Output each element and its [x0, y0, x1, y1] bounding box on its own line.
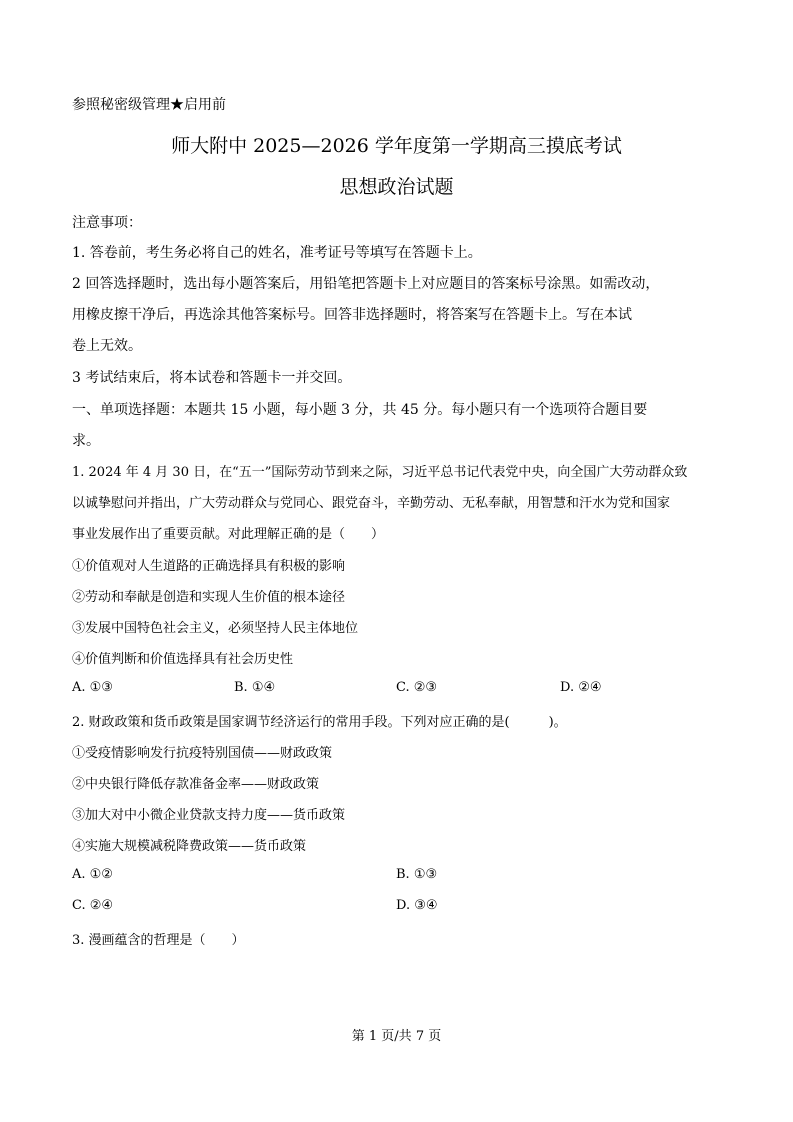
- q1-statement-2: ②劳动和奉献是创造和实现人生价值的根本途径: [72, 590, 346, 605]
- exam-subtitle: 思想政治试题: [339, 176, 454, 198]
- exam-title: 师大附中 2025—2026 学年度第一学期高三摸底考试: [171, 135, 622, 157]
- q1-statement-3: ③发展中国特色社会主义，必须坚持人民主体地位: [72, 621, 359, 636]
- q2-stem: 2. 财政政策和货币政策是国家调节经济运行的常用手段。下列对应正确的是( )。: [72, 715, 567, 730]
- page-number: 第 1 页/共 7 页: [351, 1029, 442, 1044]
- section-heading-line-2: 求。: [72, 433, 100, 449]
- section-heading-line-1: 一、单项选择题：本题共 15 小题，每小题 3 分，共 45 分。每小题只有一个选项符合题目要: [72, 402, 648, 418]
- notice-item-2-line-2: 用橡皮擦干净后，再选涂其他答案标号。回答非选择题时，将答案写在答题卡上。写在本试: [72, 307, 632, 323]
- q1-statement-4: ④价值判断和价值选择具有社会历史性: [72, 652, 294, 667]
- q1-option-a: A. ①③: [72, 680, 113, 695]
- q2-option-c: C. ②④: [72, 898, 114, 913]
- q1-stem-line-2: 以诚挚慰问并指出，广大劳动群众与党同心、跟党奋斗，辛勤劳动、无私奉献，用智慧和汗水为党和国家: [72, 496, 671, 511]
- secrecy-label: 参照秘密级管理★启用前: [72, 97, 226, 113]
- q2-statement-4: ④实施大规模减税降费政策——货币政策: [72, 839, 307, 854]
- notice-item-2-line-1: 2 回答选择题时，选出每小题答案后，用铅笔把答题卡上对应题目的答案标号涂黑。如需改动，: [72, 276, 660, 292]
- q1-option-b: B. ①④: [234, 680, 276, 695]
- notice-item-3: 3 考试结束后，将本试卷和答题卡一并交回。: [72, 370, 352, 386]
- q2-option-d: D. ③④: [396, 898, 438, 913]
- notice-item-1: 1. 答卷前，考生务必将自己的姓名，准考证号等填写在答题卡上。: [72, 245, 482, 261]
- q2-statement-1: ①受疫情影响发行抗疫特别国债——财政政策: [72, 746, 333, 761]
- q2-statement-3: ③加大对中小微企业贷款支持力度——货币政策: [72, 808, 346, 823]
- q3-stem: 3. 漫画蕴含的哲理是（ ）: [72, 933, 245, 948]
- notice-item-2-line-3: 卷上无效。: [72, 338, 142, 354]
- q2-statement-2: ②中央银行降低存款准备金率——财政政策: [72, 777, 320, 792]
- q1-option-d: D. ②④: [560, 680, 602, 695]
- q2-option-b: B. ①③: [396, 867, 438, 882]
- q1-option-c: C. ②③: [396, 680, 438, 695]
- q1-statement-1: ①价值观对人生道路的正确选择具有积极的影响: [72, 559, 346, 574]
- notice-heading: 注意事项：: [72, 215, 142, 231]
- q1-stem-line-3: 事业发展作出了重要贡献。对此理解正确的是（ ）: [72, 527, 385, 542]
- q1-stem-line-1: 1. 2024 年 4 月 30 日，在“五一”国际劳动节到来之际，习近平总书记代表党中央，向全国广大劳动群众致: [72, 465, 688, 480]
- q2-option-a: A. ①②: [72, 867, 113, 882]
